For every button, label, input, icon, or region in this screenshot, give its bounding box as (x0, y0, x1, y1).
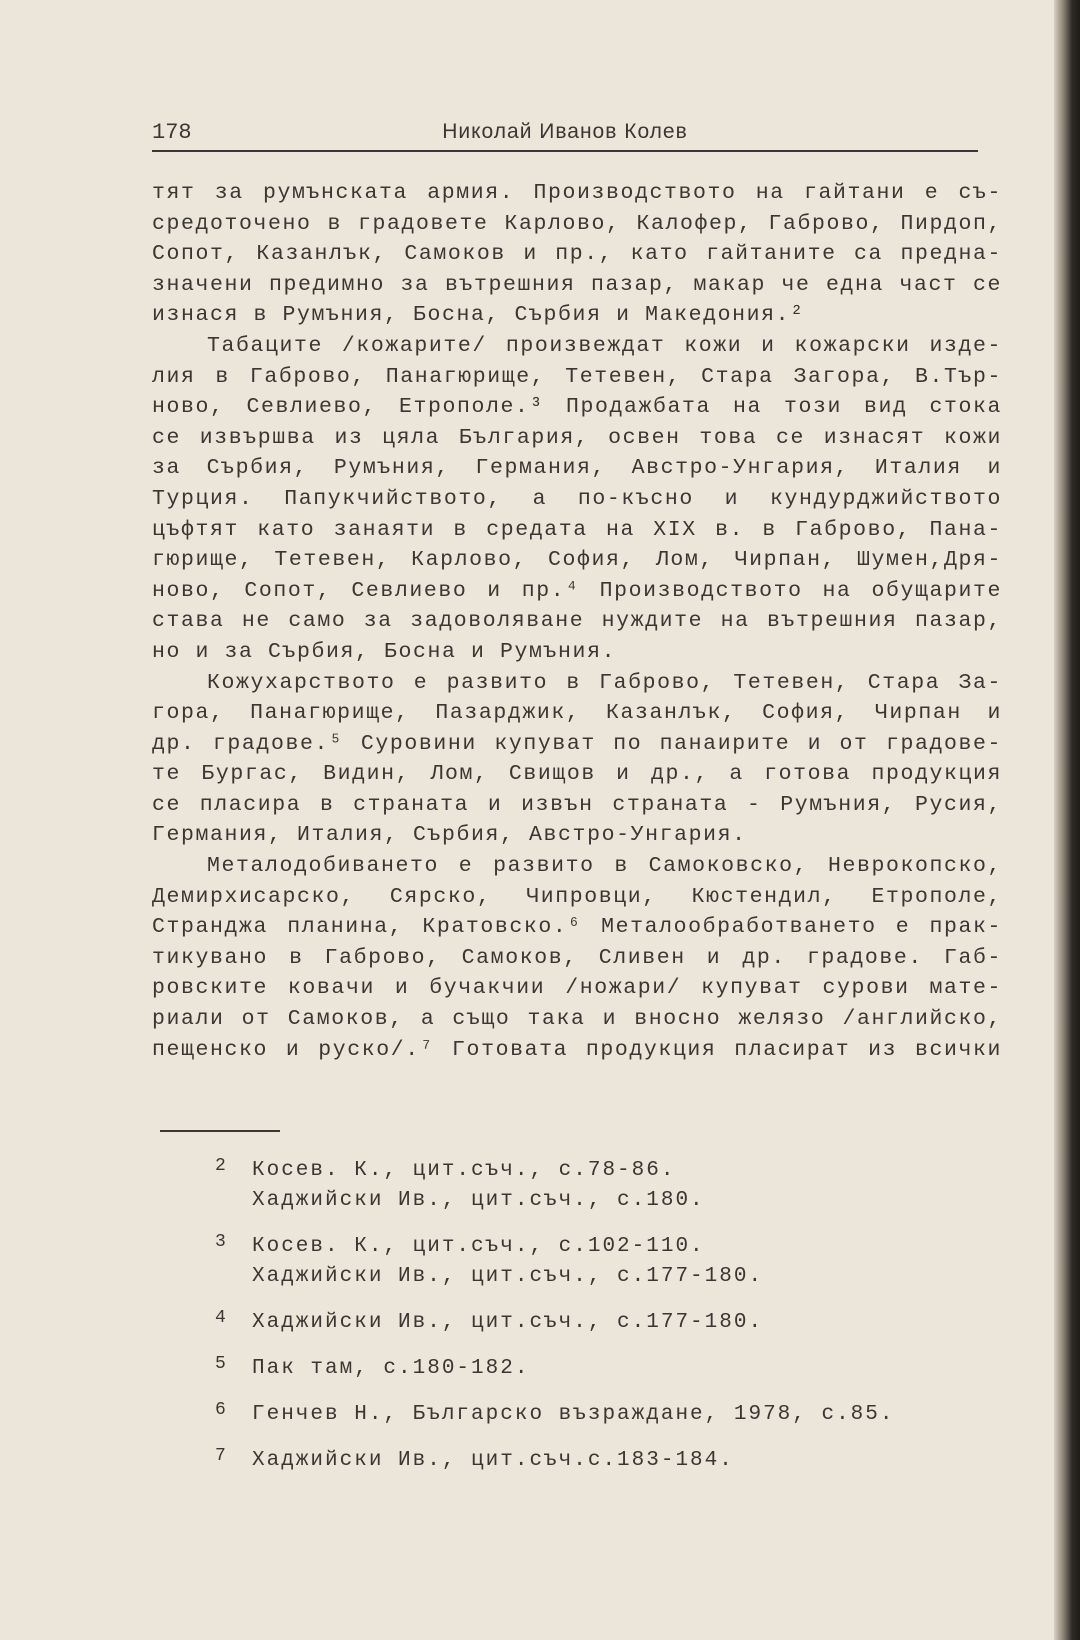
footnote (215, 1400, 980, 1430)
footnote-text: Хаджийски Ив., цит.съч., с.180. (252, 1189, 705, 1212)
text-line: риали от Самоков, а също така и вносно желязо /английско, (152, 1007, 1002, 1032)
page-number: 178 (152, 120, 192, 145)
text-line: ново, Севлиево, Етрополе.³ Продажбата на този вид стока (152, 395, 1002, 420)
footnote-text: Косев. К., цит.съч., с.102-110. (252, 1235, 705, 1258)
footnote-number: 6 (215, 1400, 228, 1420)
text-line: Демирхисарско, Сярско, Чипровци, Кюстендил, Етрополе, (152, 884, 1002, 909)
footnote-text: Пак там, с.180-182. (252, 1357, 530, 1380)
text-line: гора, Панагюрище, Пазарджик, Казанлък, София, Чирпан и (152, 701, 1002, 726)
text-line: Турция. Папукчийството, а по-късно и кундурджийството (152, 486, 1002, 511)
text-line: става не само за задоволяване нуждите на вътрешния пазар, (152, 609, 1002, 634)
footnote-text: Генчев Н., Българско възраждане, 1978, с.85. (252, 1403, 895, 1426)
text-line: Сопот, Казанлък, Самоков и пр., като гайтаните са предна- (152, 242, 1002, 267)
text-line: лия в Габрово, Панагюрище, Тетевен, Стара Загора, В.Тър- (152, 364, 1002, 389)
text-line: за Сърбия, Румъния, Германия, Австро-Унгария, Италия и (152, 456, 1002, 481)
footnote (215, 1232, 980, 1292)
text-line: значени предимно за вътрешния пазар, макар че една част се (152, 272, 1002, 297)
text-line: тикувано в Габрово, Самоков, Сливен и др. градове. Габ- (152, 945, 1002, 970)
text-line: Странджа планина, Кратовско.⁶ Металообработването е прак- (152, 915, 1002, 940)
footnote-separator (160, 1130, 280, 1132)
footnote (215, 1446, 980, 1476)
footnote (215, 1308, 980, 1338)
footnote-text: Хаджийски Ив., цит.съч., с.177-180. (252, 1265, 764, 1288)
page-header (152, 120, 978, 152)
text-line: др. градове.⁵ Суровини купуват по панаирите и от градове- (152, 731, 1002, 756)
text-line: Металодобиването е развито в Самоковско, Неврокопско, (207, 854, 1002, 879)
footnote-number: 2 (215, 1156, 228, 1176)
text-line: се извършва из цяла България, освен това се изнасят кожи (152, 425, 1002, 450)
book-binding-edge (1054, 0, 1080, 1640)
text-line: Табаците /кожарите/ произвеждат кожи и кожарски изде- (207, 333, 1002, 358)
footnote-number: 4 (215, 1308, 228, 1328)
text-line: изнася в Румъния, Босна, Сърбия и Македония.² (152, 303, 805, 328)
text-line: гюрище, Тетевен, Карлово, София, Лом, Чирпан, Шумен,Дря- (152, 548, 1002, 573)
text-line: Кожухарството е развито в Габрово, Тетевен, Стара За- (207, 670, 1002, 695)
header-rule (152, 150, 978, 152)
footnotes (215, 1140, 980, 1482)
footnote (215, 1354, 980, 1384)
text-line: ровските ковачи и бучакчии /ножари/ купуват сурови мате- (152, 976, 1002, 1001)
text-line: ново, Сопот, Севлиево и пр.⁴ Производството на обущарите (152, 578, 1002, 603)
text-line: средоточено в градовете Карлово, Калофер, Габрово, Пирдоп, (152, 211, 1002, 236)
footnote-text: Косев. К., цит.съч., с.78-86. (252, 1159, 676, 1182)
footnote-text: Хаджийски Ив., цит.съч.с.183-184. (252, 1449, 734, 1472)
running-title: Николай Иванов Колев (442, 120, 688, 143)
footnote-number: 3 (215, 1232, 228, 1252)
text-line: се пласира в страната и извън страната - Румъния, Русия, (152, 792, 1002, 817)
text-line: Германия, Италия, Сърбия, Австро-Унгария. (152, 823, 747, 848)
footnote (215, 1156, 980, 1216)
footnote-number: 5 (215, 1354, 228, 1374)
footnote-text: Хаджийски Ив., цит.съч., с.177-180. (252, 1311, 764, 1334)
text-line: пещенско и руско/.⁷ Готовата продукция пласират из всички (152, 1037, 1002, 1062)
text-line: те Бургас, Видин, Лом, Свищов и др., а готова продукция (152, 762, 1002, 787)
text-line: но и за Сърбия, Босна и Румъния. (152, 639, 617, 664)
footnote-number: 7 (215, 1446, 228, 1466)
text-line: тят за румънската армия. Производството на гайтани е съ- (152, 181, 1002, 205)
text-line: цъфтят като занаяти в средата на XIX в. в Габрово, Пана- (152, 517, 1002, 542)
body-text (152, 178, 1002, 1065)
